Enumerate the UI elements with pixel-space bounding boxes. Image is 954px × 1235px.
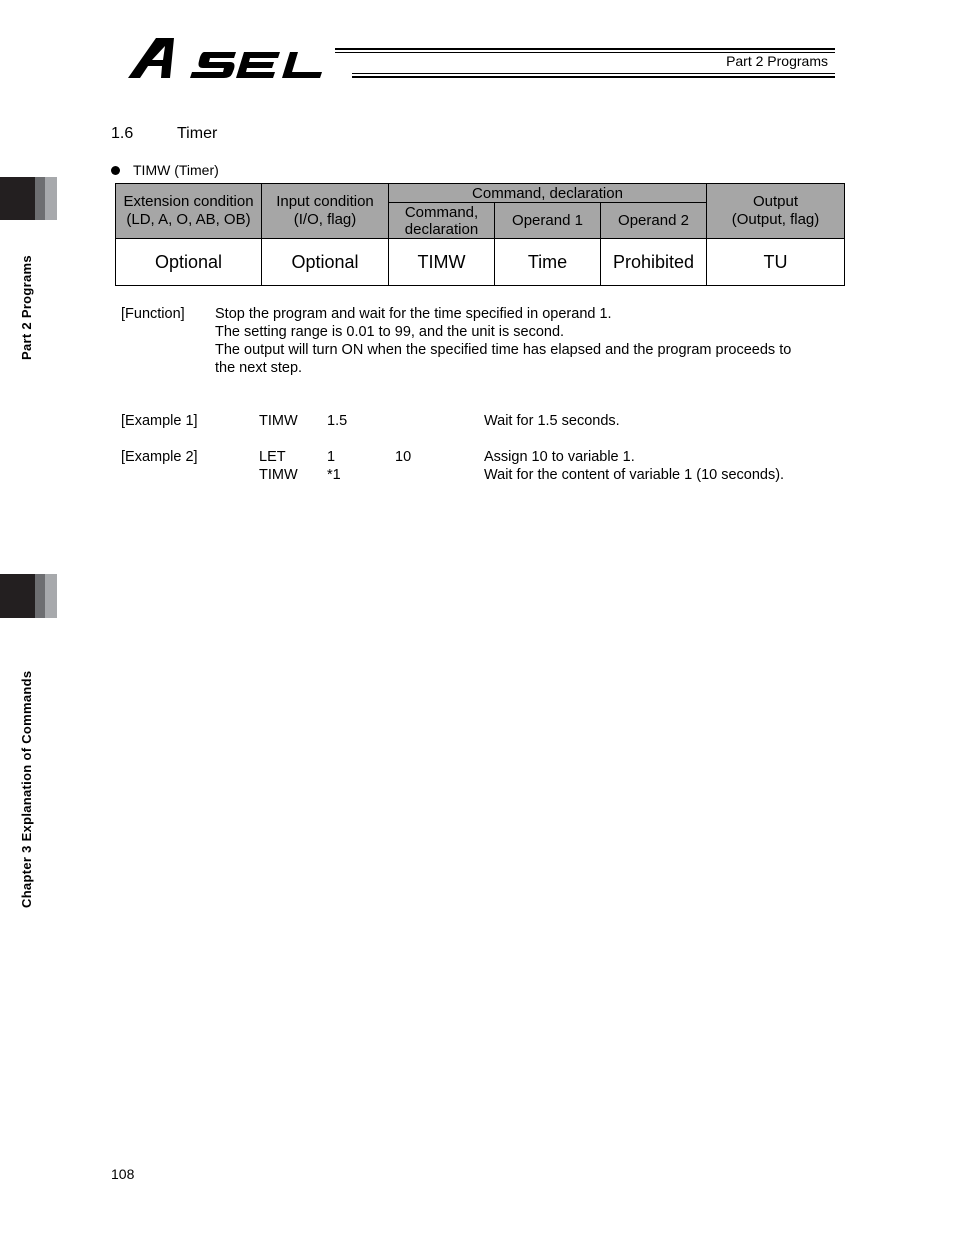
function-line: The output will turn ON when the specified time has elapsed and the program proceeds to bbox=[215, 342, 792, 358]
cell-input-condition: Optional bbox=[262, 239, 389, 286]
side-tab-label-chapter: Chapter 3 Explanation of Commands bbox=[19, 670, 34, 908]
cell-output: TU bbox=[707, 239, 845, 286]
header-input-condition: Input condition (I/O, flag) bbox=[262, 184, 389, 239]
cell-command: TIMW bbox=[389, 239, 495, 286]
example-operand-1: 1 bbox=[327, 449, 336, 465]
example-operand-1: *1 bbox=[327, 467, 341, 483]
example-operand-1: 1.5 bbox=[327, 413, 348, 429]
command-name: TIMW (Timer) bbox=[133, 162, 219, 178]
header-section-label: Part 2 Programs bbox=[726, 53, 828, 69]
bullet-icon bbox=[111, 166, 120, 175]
side-tab-block bbox=[45, 177, 57, 220]
header-rule bbox=[335, 48, 835, 50]
function-line: The setting range is 0.01 to 99, and the unit is second. bbox=[215, 324, 565, 340]
example-comment: Wait for the content of variable 1 (10 seconds). bbox=[484, 467, 785, 483]
function-line: Stop the program and wait for the time specified in operand 1. bbox=[215, 306, 612, 322]
example-command: TIMW bbox=[259, 467, 298, 483]
section-number: 1.6 bbox=[111, 125, 134, 142]
example-comment: Assign 10 to variable 1. bbox=[484, 449, 635, 465]
header-command-group: Command, declaration bbox=[389, 184, 707, 203]
example-operand-2: 10 bbox=[395, 449, 412, 465]
section-title: Timer bbox=[177, 125, 218, 142]
side-tab-block bbox=[35, 177, 45, 220]
example-command: LET bbox=[259, 449, 286, 465]
header-operand-2: Operand 2 bbox=[601, 203, 707, 239]
example-label: [Example 1] bbox=[121, 413, 198, 429]
asel-logo bbox=[126, 34, 348, 80]
header-operand-1: Operand 1 bbox=[495, 203, 601, 239]
side-tab-block bbox=[45, 574, 57, 618]
side-tab-label-part: Part 2 Programs bbox=[19, 255, 34, 360]
command-table bbox=[115, 183, 845, 286]
example-command: TIMW bbox=[259, 413, 298, 429]
cell-operand-1: Time bbox=[495, 239, 601, 286]
header-extension-condition: Extension condition (LD, A, O, AB, OB) bbox=[116, 184, 262, 239]
header-rule bbox=[352, 73, 835, 74]
side-tab-block bbox=[0, 574, 35, 618]
side-tab-block bbox=[0, 177, 35, 220]
header-output: Output (Output, flag) bbox=[707, 184, 845, 239]
example-label: [Example 2] bbox=[121, 449, 198, 465]
side-tab-block bbox=[35, 574, 45, 618]
example-comment: Wait for 1.5 seconds. bbox=[484, 413, 620, 429]
header-command: Command, declaration bbox=[389, 203, 495, 239]
cell-extension-condition: Optional bbox=[116, 239, 262, 286]
function-line: the next step. bbox=[215, 360, 303, 376]
page-number: 108 bbox=[111, 1166, 135, 1182]
function-label: [Function] bbox=[121, 306, 185, 322]
cell-operand-2: Prohibited bbox=[601, 239, 707, 286]
header-rule bbox=[352, 76, 835, 78]
